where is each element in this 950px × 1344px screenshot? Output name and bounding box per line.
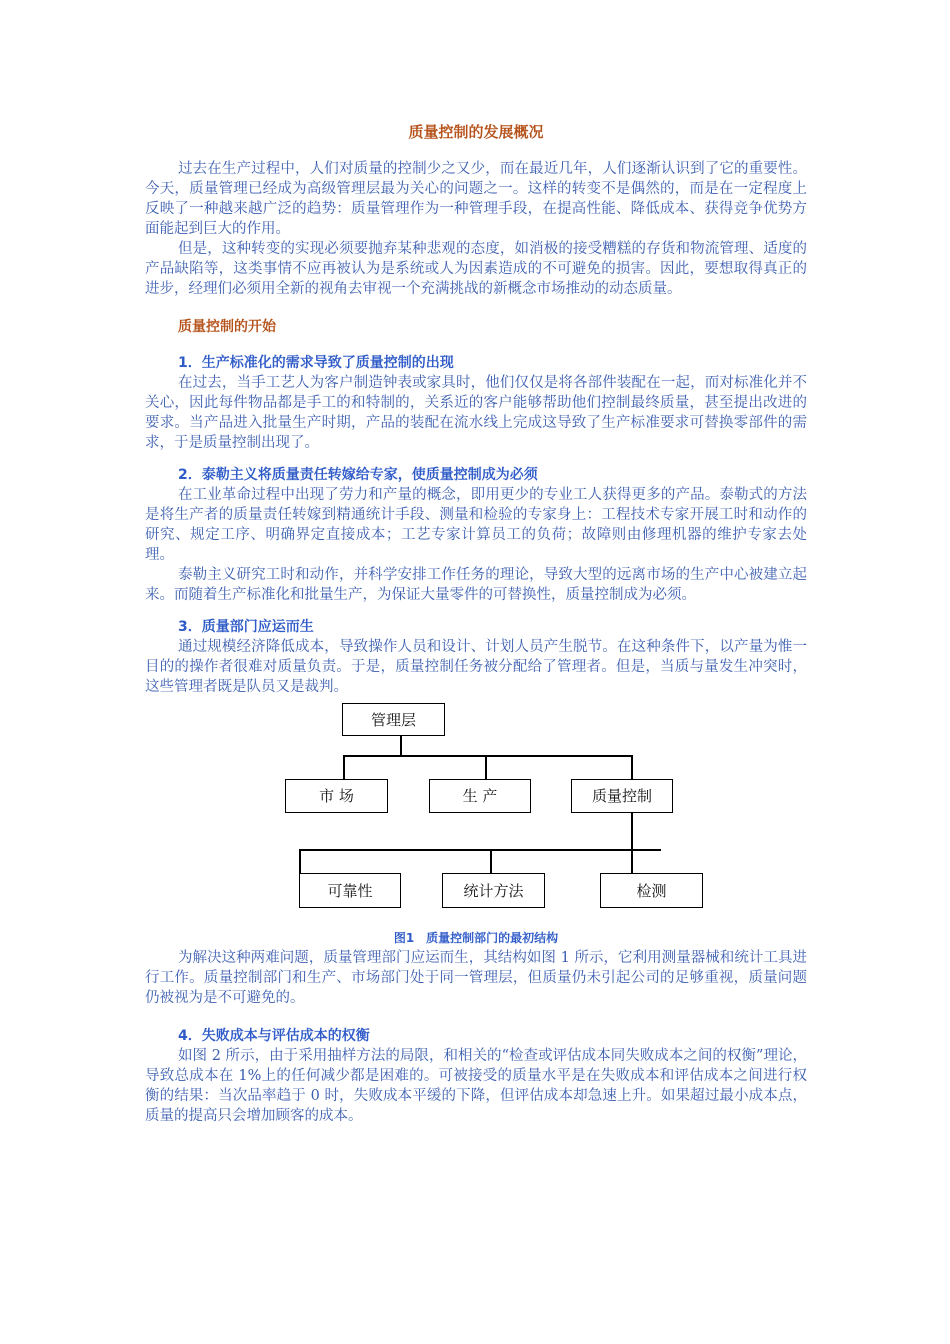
s4-paragraph-1: 如图 2 所示，由于采用抽样方法的局限，和相关的“检查或评估成本同失败成本之间的权衡”理论，导致总成本在 1%上的任何减少都是困难的。可被接受的质量水平是在失败成本和评估成本之间进行权衡的结果：当次品率趋于 0 时，失败成本平缓的下降，但评估成本却急速上升。如果超过最小成本点，质量的提高只会增加顾客的成本。 [145,1048,807,1124]
intro-paragraph-1: 过去在生产过程中，人们对质量的控制少之又少，而在最近几年，人们逐渐认识到了它的重要性。今天，质量管理已经成为高级管理层最为关心的问题之一。这样的转变不是偶然的，而是在一定程度上反映了一种越来越广泛的趋势：质量管理作为一种管理手段，在提高性能、降低成本、获得竞争优势方面能起到巨大的作用。 [145,161,807,237]
s3-paragraph-1: 通过规模经济降低成本，导致操作人员和设计、计划人员产生脱节。在这种条件下，以产量为惟一目的的操作者很难对质量负责。于是，质量控制任务被分配给了管理者。但是，当质与量发生冲突时，这些管理者既是队员又是裁判。 [145,639,807,695]
figure-caption: 图1 质量控制部门的最初结构 [393,931,559,945]
s2-paragraph-1: 在工业革命过程中出现了劳力和产量的概念，即用更少的专业工人获得更多的产品。泰勒式的方法是将生产者的质量责任转嫁到精通统计手段、测量和检验的专家身上：工程技术专家开展工时和动作的研究、规定工序、明确界定直接成本；工艺专家计算员工的负荷；故障则由修理机器的维护专家去处理。 [145,487,807,563]
heading-1: 1．生产标准化的需求导致了质量控制的出现 [178,355,454,371]
connector-line [299,849,661,851]
box-management: 管理层 [342,703,445,736]
connector-line [299,849,301,873]
page-title: 质量控制的发展概况 [408,123,544,141]
connector-line [400,734,402,756]
heading-2: 2．泰勒主义将质量责任转嫁给专家，使质量控制成为必须 [178,467,538,483]
box-statistical-methods: 统计方法 [442,873,545,908]
box-market: 市 场 [285,779,388,813]
connector-line [631,755,633,779]
box-reliability: 可靠性 [299,873,401,908]
box-production: 生 产 [429,779,531,813]
connector-line [631,813,633,873]
document-page [145,122,807,1126]
s2-paragraph-2: 泰勒主义研究工时和动作，并科学安排工作任务的理论，导致大型的远离市场的生产中心被建立起来。而随着生产标准化和批量生产，为保证大量零件的可替换性，质量控制成为必须。 [145,567,807,603]
section-title: 质量控制的开始 [178,319,276,335]
connector-line [485,755,487,779]
box-inspection: 检测 [600,873,703,908]
org-chart-diagram [145,703,807,928]
s1-paragraph-1: 在过去，当手工艺人为客户制造钟表或家具时，他们仅仅是将各部件装配在一起，而对标准化并不关心，因此每件物品都是手工的和特制的，关系近的客户能够帮助他们控制最终质量，甚至提出改进的要求。当产品进入批量生产时期，产品的装配在流水线上完成这导致了生产标准要求可替换零部件的需求，于是质量控制出现了。 [145,375,807,451]
connector-line [343,755,632,757]
heading-3: 3．质量部门应运而生 [178,619,314,635]
s3-paragraph-2: 为解决这种两难问题，质量管理部门应运而生，其结构如图 1 所示，它利用测量器械和统计工具进行工作。质量控制部门和生产、市场部门处于同一管理层，但质量仍未引起公司的足够重视，质量问题仍被视为是不可避免的。 [145,950,807,1006]
connector-line [343,755,345,779]
connector-line [490,849,492,873]
intro-paragraph-2: 但是，这种转变的实现必须要抛弃某种悲观的态度，如消极的接受糟糕的存货和物流管理、适度的产品缺陷等，这类事情不应再被认为是系统或人为因素造成的不可避免的损害。因此，要想取得真正的进步，经理们必须用全新的视角去审视一个充满挑战的新概念市场推动的动态质量。 [145,241,807,297]
heading-4: 4．失败成本与评估成本的权衡 [178,1028,370,1044]
box-quality-control: 质量控制 [571,779,673,813]
